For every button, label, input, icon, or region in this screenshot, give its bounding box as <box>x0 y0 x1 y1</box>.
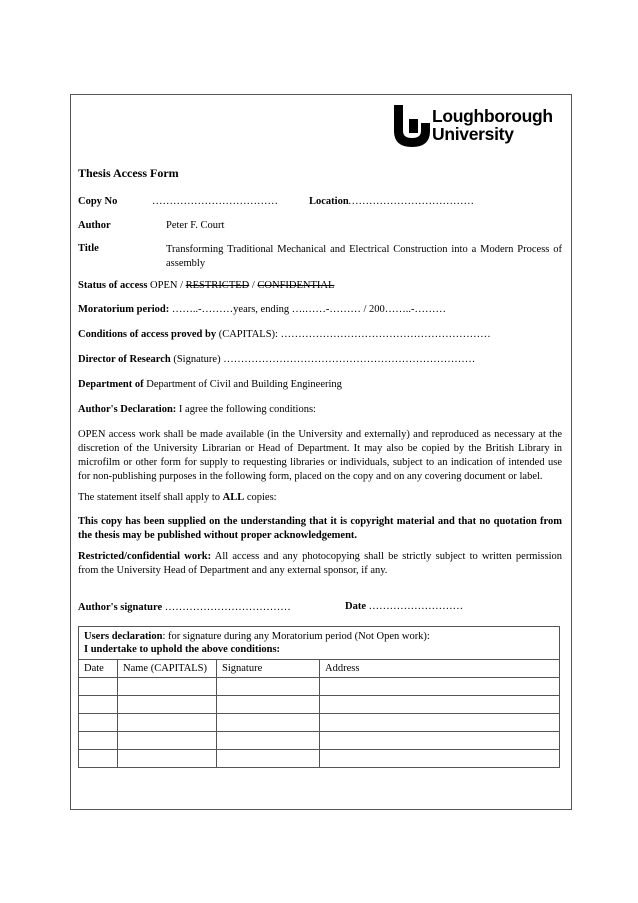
date-label: Date <box>345 601 366 612</box>
table-cell[interactable] <box>79 696 118 714</box>
statement-text: The statement itself shall apply to <box>78 492 223 503</box>
users-declaration-label: Users declaration <box>84 631 163 642</box>
status-separator: / <box>249 280 258 291</box>
table-cell[interactable] <box>320 732 560 750</box>
director-signature-field[interactable]: (Signature) ……………………………………………………………… <box>170 354 476 365</box>
author-signature-field[interactable]: ……………………………… <box>162 602 291 613</box>
department-label: Department of <box>78 379 144 390</box>
status-restricted: RESTRICTED <box>185 280 250 291</box>
university-crest-icon <box>394 105 430 147</box>
users-declaration-table <box>78 626 560 768</box>
title-label: Title <box>78 243 99 254</box>
restricted-text: All access and any photocopying shall be strictly subject to written permission from the University Head of Department and any external sponsor, if any. <box>78 551 562 576</box>
declaration-line <box>78 403 564 417</box>
copy-no-label: Copy No <box>78 196 118 207</box>
undertake-text: I undertake to uphold the above conditions: <box>84 644 281 655</box>
table-cell[interactable] <box>79 714 118 732</box>
table-cell[interactable] <box>79 750 118 768</box>
status-open: OPEN <box>150 280 178 291</box>
column-header-signature: Signature <box>217 660 320 678</box>
copyright-paragraph: This copy has been supplied on the understanding that it is copyright material and that no quotation from the thesis may be published without proper acknowledgement. <box>78 516 562 541</box>
date-line <box>345 601 463 612</box>
author-value: Peter F. Court <box>166 220 225 231</box>
status-confidential: CONFIDENTIAL <box>257 280 335 291</box>
moratorium-line <box>78 303 564 317</box>
statement-all: ALL <box>222 492 245 503</box>
table-cell[interactable] <box>217 750 320 768</box>
table-cell[interactable] <box>320 750 560 768</box>
director-label: Director of Research <box>78 354 171 365</box>
table-row <box>79 678 560 696</box>
copy-no-field[interactable]: ……………………………… <box>152 196 278 207</box>
table-row <box>79 732 560 750</box>
restricted-paragraph <box>78 550 562 578</box>
table-cell[interactable] <box>320 714 560 732</box>
table-row <box>79 696 560 714</box>
users-declaration-text: : for signature during any Moratorium period (Not Open work): <box>162 631 430 642</box>
status-line <box>78 279 564 293</box>
status-separator: / <box>177 280 186 291</box>
form-title: Thesis Access Form <box>78 166 179 180</box>
column-header-address: Address <box>320 660 560 678</box>
status-label: Status of access <box>78 280 148 291</box>
location-label: Location <box>309 196 349 207</box>
table-cell[interactable] <box>217 732 320 750</box>
conditions-line <box>78 328 564 342</box>
thesis-title-value: Transforming Traditional Mechanical and Electrical Construction into a Modern Process of assembly <box>166 244 562 269</box>
declaration-label: Author's Declaration: <box>78 404 177 415</box>
table-cell[interactable] <box>217 678 320 696</box>
table-cell[interactable] <box>217 714 320 732</box>
moratorium-field[interactable]: ……..-………years, ending ….……-……… / 200……..-……… <box>169 304 447 315</box>
signature-line <box>78 601 564 615</box>
department-line <box>78 378 564 392</box>
statement-line <box>78 491 564 505</box>
table-cell[interactable] <box>118 750 217 768</box>
logo-line-2: University <box>432 124 514 144</box>
column-header-date: Date <box>79 660 118 678</box>
table-cell[interactable] <box>118 732 217 750</box>
logo-line-1: Loughborough <box>432 106 553 126</box>
table-cell[interactable] <box>320 696 560 714</box>
moratorium-label: Moratorium period: <box>78 304 170 315</box>
restricted-label: Restricted/confidential work: <box>78 551 212 562</box>
table-cell[interactable] <box>118 678 217 696</box>
author-label: Author <box>78 220 111 231</box>
statement-text-end: copies: <box>244 492 277 503</box>
table-cell[interactable] <box>118 696 217 714</box>
table-cell[interactable] <box>320 678 560 696</box>
open-access-paragraph: OPEN access work shall be made available (in the University and externally) and reproduced as necessary at the discretion of the University Librarian or Head of Department. It may also be copied by the British Library in microfilm or other form for supply to requesting libraries or individuals, subject to an indication of intended use for non-publishing purposes in the following form, placed on the copy and on any covering document or label. <box>78 429 562 482</box>
table-header-row <box>79 660 560 678</box>
table-row <box>79 714 560 732</box>
table-cell[interactable] <box>217 696 320 714</box>
conditions-label: Conditions of access proved by <box>78 329 217 340</box>
author-signature-label: Author's signature <box>78 602 163 613</box>
conditions-field[interactable]: (CAPITALS): …………………………………………………… <box>216 329 491 340</box>
table-cell[interactable] <box>79 732 118 750</box>
declaration-value: I agree the following conditions: <box>176 404 316 415</box>
university-logo <box>394 103 566 151</box>
users-declaration-header <box>79 627 560 660</box>
column-header-name: Name (CAPITALS) <box>118 660 217 678</box>
table-row <box>79 750 560 768</box>
table-cell[interactable] <box>118 714 217 732</box>
table-cell[interactable] <box>79 678 118 696</box>
location-field[interactable]: ……………………………… <box>348 196 474 207</box>
date-field[interactable]: ……………………… <box>366 601 464 612</box>
director-line <box>78 353 564 367</box>
department-value: Department of Civil and Building Engineering <box>143 379 342 390</box>
